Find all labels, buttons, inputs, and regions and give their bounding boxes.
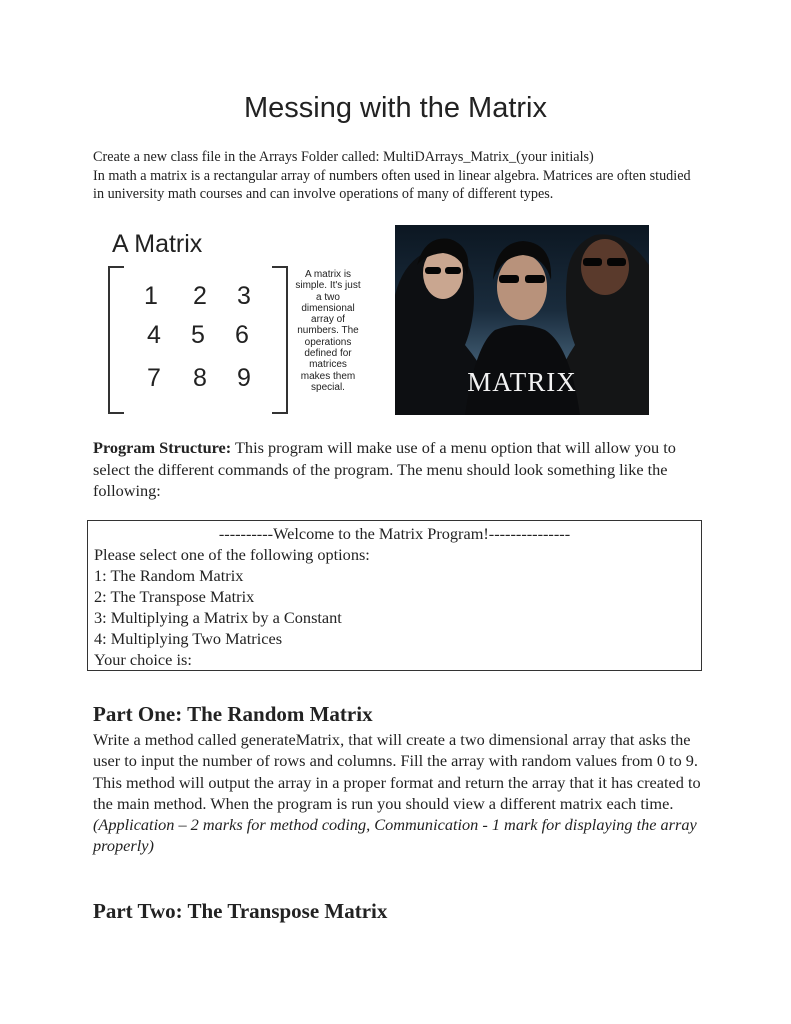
part-one-heading: Part One: The Random Matrix [93, 702, 373, 726]
part-two-heading: Part Two: The Transpose Matrix [93, 899, 388, 923]
menu-example-box [87, 520, 702, 671]
matrix-left-bracket [108, 266, 124, 414]
menu-option: 2: The Transpose Matrix [94, 587, 255, 606]
menu-option: 4: Multiplying Two Matrices [94, 629, 283, 648]
program-structure-paragraph [93, 437, 703, 502]
matrix-right-bracket [272, 266, 288, 414]
menu-option: 3: Multiplying a Matrix by a Constant [94, 608, 342, 627]
program-structure-text: This program will make use of a menu option that will allow you to select the different commands of the program. The menu should look something like the following: [93, 438, 676, 500]
matrix-cell: 7 [147, 364, 161, 392]
intro-description: In math a matrix is a rectangular array of numbers often used in linear algebra. Matrices are often studied in university math courses and can involve operations of many of different types. [93, 167, 691, 203]
matrix-cell: 4 [147, 321, 161, 349]
menu-prompt: Please select one of the following options: [94, 545, 370, 564]
matrix-cell: 5 [191, 321, 205, 349]
matrix-caption: A matrix is simple. It's just a two dimensional array of numbers. The operations defined for matrices makes them special. [295, 269, 361, 393]
matrix-movie-poster [395, 225, 649, 415]
menu-option: 1: The Random Matrix [94, 566, 244, 585]
intro-instruction: Create a new class file in the Arrays Folder called: MultiDArrays_Matrix_(your initials) [93, 149, 594, 165]
matrix-heading: A Matrix [112, 230, 203, 258]
matrix-cell: 6 [235, 321, 249, 349]
matrix-cell: 2 [193, 282, 207, 310]
part-one-marks: (Application – 2 marks for method coding, Communication - 1 mark for displaying the array properly) [93, 815, 697, 856]
poster-title-text: MATRIX [467, 367, 577, 397]
matrix-cell: 9 [237, 364, 251, 392]
menu-choice-prompt: Your choice is: [94, 650, 192, 669]
menu-header: ----------Welcome to the Matrix Program!--------------- [218, 524, 571, 543]
program-structure-label: Program Structure: [93, 438, 232, 457]
matrix-figure [104, 228, 372, 418]
matrix-cell: 3 [237, 282, 251, 310]
matrix-cell: 8 [193, 364, 207, 392]
intro-section [93, 148, 703, 204]
page-title: Messing with the Matrix [244, 92, 547, 124]
part-one-body [93, 729, 703, 857]
part-one-description: Write a method called generateMatrix, that will create a two dimensional array that asks the user to input the number of rows and columns. Fill the array with random values from 0 to 9. This method will output the array in a proper format and return the array that it has created to the main method. When the program is run you should view a different matrix each time. [93, 730, 701, 813]
matrix-cell: 1 [144, 282, 158, 310]
